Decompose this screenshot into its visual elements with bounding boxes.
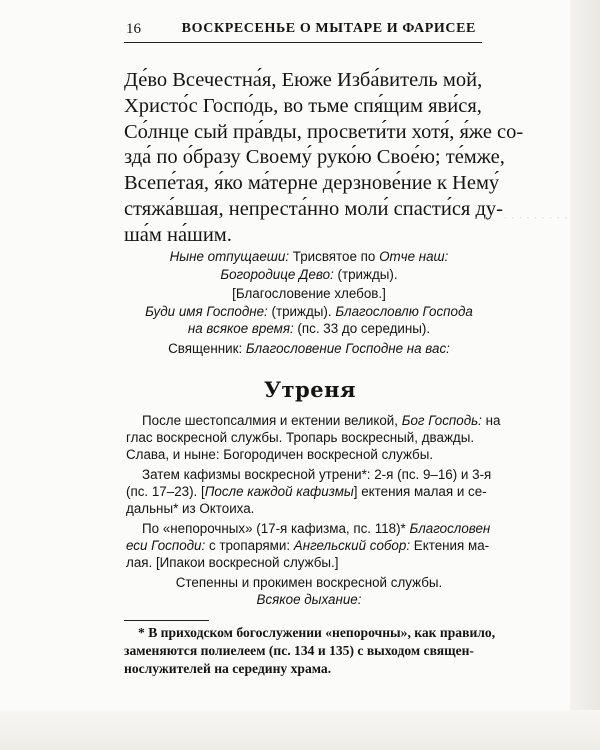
page-bottom-shadow bbox=[0, 710, 600, 750]
footnote-line: нослужителей на середину храма. bbox=[124, 661, 332, 676]
rubric-line bbox=[126, 537, 489, 554]
section-heading: Утреня bbox=[264, 377, 356, 402]
rubric-text: (пс. 33 до середины). bbox=[293, 321, 431, 336]
rubric-italic: Ныне отпущаеши: bbox=[169, 249, 290, 264]
page-edge-shadow bbox=[570, 0, 600, 750]
rubric-line bbox=[124, 340, 494, 357]
rubric-text: Ектения ма- bbox=[410, 538, 490, 553]
rubric-line bbox=[142, 520, 490, 537]
footnote-rule bbox=[124, 620, 209, 621]
rubric-line: Слава, и ныне: Богородичен воскресной службы. bbox=[126, 447, 434, 462]
rubric-line: Затем кафизмы воскресной утрени*: 2-я (пс. 9–16) и 3-я bbox=[142, 467, 492, 482]
prayer-line: зда́ по о́бразу Своему́ руко́ю Свое́ю; те́мже, bbox=[124, 146, 505, 169]
rubric-text: [Благословение хлебов.] bbox=[232, 286, 386, 301]
show-through-text: · · · · · · · · · bbox=[503, 210, 568, 225]
rubric-italic: еси Господи: bbox=[126, 538, 206, 553]
rubric-text: По «непорочных» (17-я кафизма, пс. 118)* bbox=[142, 521, 410, 536]
rubric-line bbox=[124, 320, 494, 337]
rubric-italic: на всякое время: bbox=[187, 321, 294, 336]
rubric-line: глас воскресной службы. Тропарь воскресный, дважды. bbox=[126, 430, 475, 445]
rubric-italic: Отче наш: bbox=[379, 249, 449, 264]
footnote-line: * В приходском богослужении «непорочны», как правило, bbox=[138, 625, 496, 640]
rubric-line bbox=[124, 591, 494, 608]
rubric-text: на bbox=[481, 413, 501, 428]
rubric-line: дальны* из Октоиха. bbox=[126, 501, 255, 516]
footnote bbox=[124, 624, 498, 678]
rubric-line bbox=[124, 303, 494, 320]
rubric-line bbox=[124, 248, 494, 265]
footnote-line: заменяются полиелеем (пс. 134 и 135) с выходом священ- bbox=[124, 643, 474, 658]
rubric-line bbox=[142, 412, 500, 429]
rubric-italic: После каждой кафизмы bbox=[204, 484, 354, 499]
prayer-line: Всепе́тая, я́ко ма́терне дерзнове́ние к Нему́ bbox=[124, 172, 500, 195]
rubric-italic: Всякое дыхание: bbox=[256, 592, 362, 607]
prayer-line: ша́м на́шим. bbox=[124, 223, 232, 246]
rubric-text: (пс. 17–23). [ bbox=[126, 484, 205, 499]
rubric-italic: Благословен bbox=[409, 521, 491, 536]
rubric-text: Священник: bbox=[168, 341, 246, 356]
rubric-text: После шестопсалмия и ектении великой, bbox=[142, 413, 402, 428]
rubric-italic: Благословлю Господа bbox=[335, 304, 473, 319]
theotokion-prayer bbox=[124, 68, 524, 249]
rubric-italic: Благословение Господне на вас: bbox=[245, 341, 450, 356]
running-header bbox=[124, 18, 482, 43]
running-title: ВОСКРЕСЕНЬЕ О МЫТАРЕ И ФАРИСЕЕ bbox=[181, 21, 476, 36]
rubric-line bbox=[126, 483, 487, 500]
rubric-text: ] ектения малая и се- bbox=[353, 484, 487, 499]
rubric-text: с тропарями: bbox=[205, 538, 294, 553]
prayer-line: стяжа́вшая, непреста́нно моли́ спасти́ся ду- bbox=[124, 197, 503, 220]
rubric-line bbox=[124, 266, 494, 283]
prayer-line: Христо́с Госпо́дь, во тьме спя́щим яви́ся, bbox=[124, 94, 482, 117]
rubric-italic: Ангельский собор: bbox=[293, 538, 411, 553]
rubric-text: (трижды). bbox=[267, 304, 336, 319]
rubric-text: Трисвятое по bbox=[289, 249, 380, 264]
rubric-text: (трижды). bbox=[333, 267, 398, 282]
rubric-italic: Буди имя Господне: bbox=[145, 304, 268, 319]
rubric-line: Степенны и прокимен воскресной службы. bbox=[175, 575, 443, 590]
prayer-line: Де́во Всечестна́я, Еюже Изба́витель мой, bbox=[124, 69, 483, 91]
rubric-line: лая. [Ипакои воскресной службы.] bbox=[126, 555, 339, 570]
rubric-italic: Богородице Дево: bbox=[220, 267, 334, 282]
rubric-italic: Бог Господь: bbox=[401, 413, 482, 428]
rubric-line bbox=[124, 285, 494, 302]
page-number: 16 bbox=[126, 21, 141, 37]
prayer-line: Со́лнце сый пра́вды, просвети́ти хотя́, я́же со- bbox=[124, 120, 524, 143]
